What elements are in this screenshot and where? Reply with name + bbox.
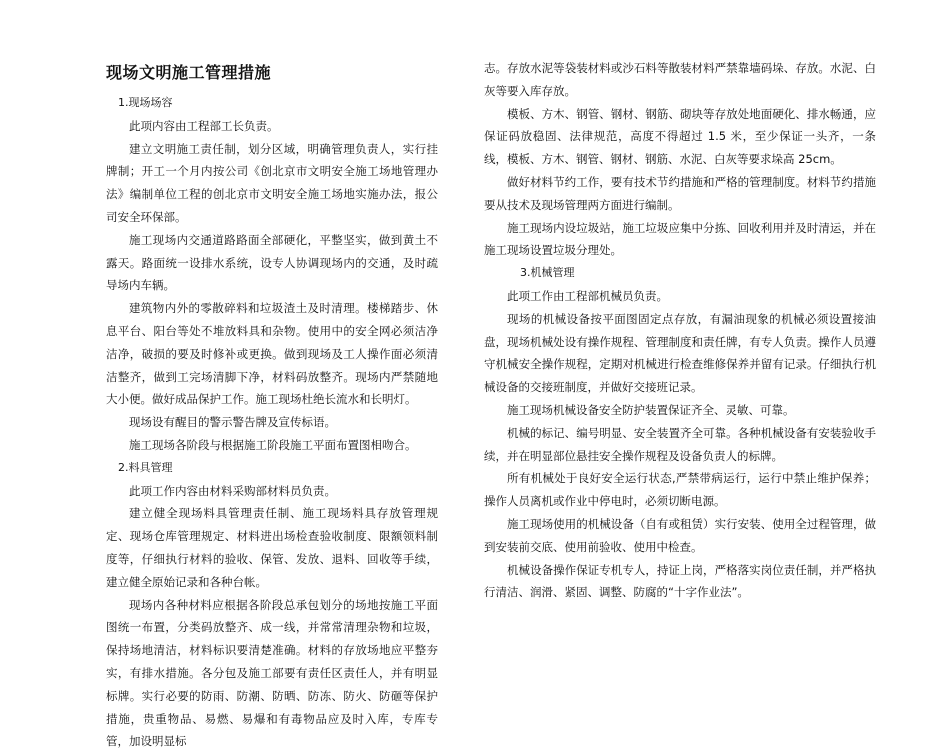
- right-column: [484, 57, 876, 604]
- paragraph: 施工现场使用的机械设备（自有或租赁）实行安装、使用全过程管理，做到安装前交底、使用前验收、使用中检查。: [484, 516, 876, 554]
- paragraph: 现场的机械设备按平面图固定点存放，有漏油现象的机械必须设置接油盘，现场机械处设有操作规程、管理制度和责任牌，有专人负责。操作人员遵守机械安全操作规程，定期对机械进行检查维修保养并留有记录。仔细执行机械设备的交接班制度，并做好交接班记录。: [484, 311, 876, 395]
- paragraph: 此项工作由工程部机械员负责。: [507, 288, 668, 303]
- left-column-body: [106, 92, 438, 753]
- paragraph: 施工现场机械设备安全防护装置保证齐全、灵敏、可靠。: [507, 402, 795, 417]
- paragraph: 建立文明施工责任制，划分区域，明确管理负责人，实行挂牌制；开工一个月内按公司《创北京市文明安全施工场地管理办法》编制单位工程的创北京市文明安全施工场地实施办法，报公司安全环保部。: [106, 141, 438, 224]
- paragraph: 此项工作内容由材料采购部材料员负责。: [129, 483, 336, 498]
- paragraph: 机械的标记、编号明显、安全装置齐全可靠。各种机械设备有安装验收手续，并在明显部位悬挂安全操作规程及设备负责人的标牌。: [484, 425, 876, 463]
- paragraph: 模板、方木、钢管、钢材、钢筋、砌块等存放处地面硬化、排水畅通，应保证码放稳固、法律规范，高度不得超过 1.5 米，至少保证一头齐，一条线，模板、方木、钢管、钢材、钢筋、水泥、白灰等要求垛高 25cm。: [484, 106, 876, 167]
- paragraph: 施工现场内设垃圾站，施工垃圾应集中分拣、回收利用并及时清运，并在施工现场设置垃圾分理处。: [484, 220, 876, 258]
- document-title: 现场文明施工管理措施: [106, 63, 272, 82]
- paragraph: 机械设备操作保证专机专人，持证上岗，严格落实岗位责任制，并严格执行清洁、润滑、紧固、调整、防腐的“十字作业法”。: [484, 562, 876, 600]
- right-column-body: [484, 57, 876, 604]
- paragraph: 施工现场各阶段与根据施工阶段施工平面布置图相吻合。: [129, 437, 417, 452]
- paragraph: 现场设有醒目的警示警告牌及宣传标语。: [129, 415, 336, 430]
- section-heading: 1.现场场容: [118, 96, 173, 109]
- paragraph: 建筑物内外的零散碎料和垃圾渣土及时清理。楼梯踏步、休息平台、阳台等处不堆放料具和杂物。使用中的安全网必须洁净洁净，破损的要及时修补或更换。做到现场及工人操作面必须清洁整齐，做到工完场清脚下净，材料码放整齐。现场内严禁随地大小便。做好成品保护工作。施工现场杜绝长流水和长明灯。: [106, 301, 438, 407]
- paragraph: 建立健全现场料具管理责任制、施工现场料具存放管理规定、现场仓库管理规定、材料进出场检查验收制度、限额领料制度等，仔细执行材料的验收、保管、发放、退料、回收等手续，建立健全原始记录和各种台帐。: [106, 506, 438, 589]
- paragraph: 做好材料节约工作，要有技术节约措施和严格的管理制度。材料节约措施要从技术及现场管理两方面进行编制。: [484, 174, 876, 212]
- section-heading: 3.机械管理: [520, 266, 575, 280]
- paragraph: 现场内各种材料应根据各阶段总承包划分的场地按施工平面图统一布置，分类码放整齐、成一线，并常常清理杂物和垃圾，保持场地清洁，材料标识要清楚准确。材料的存放场地应平整夯实，有排水措施。各分包及施工部要有责任区责任人，并有明显标牌。实行必要的防雨、防潮、防晒、防冻、防火、防砸等保护措施，贵重物品、易燃、易爆和有毒物品应及时入库，专库专管，加设明显标: [106, 597, 438, 749]
- paragraph: 施工现场内交通道路路面全部硬化，平整坚实，做到黄土不露天。路面统一设排水系统，设专人协调现场内的交通，及时疏导场内车辆。: [106, 232, 438, 293]
- paragraph: 此项内容由工程部工长负责。: [129, 118, 279, 133]
- left-column: [106, 58, 438, 753]
- section-heading: 2.料具管理: [118, 460, 173, 474]
- paragraph: 所有机械处于良好安全运行状态,严禁带病运行，运行中禁止维护保养；操作人员离机或作业中停电时，必须切断电源。: [484, 471, 876, 509]
- paragraph-continuation: 志。存放水泥等袋装材料或沙石料等散装材料严禁靠墙码垛、存放。水泥、白灰等要入库存放。: [484, 61, 876, 98]
